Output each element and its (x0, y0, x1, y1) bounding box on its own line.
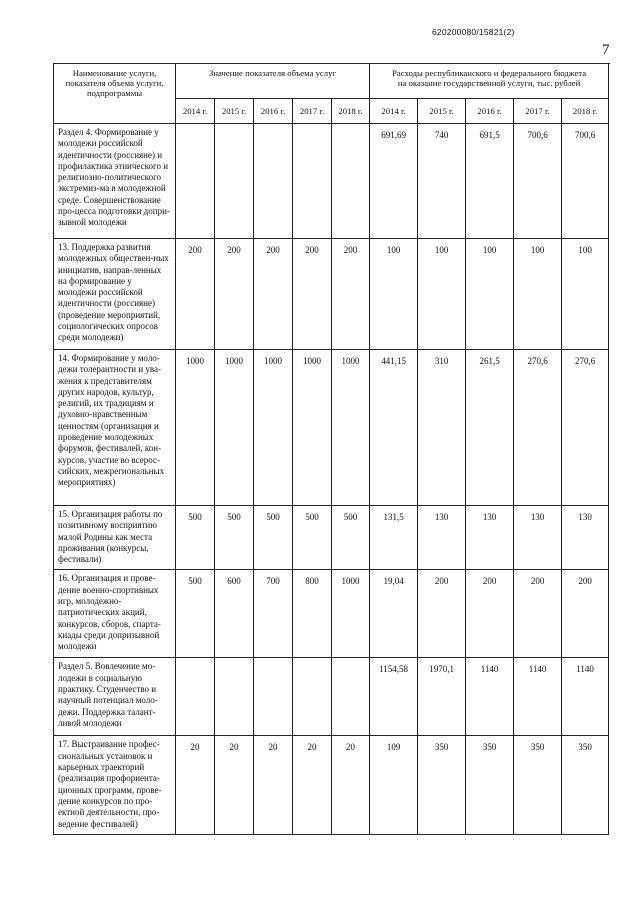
volume-year-header: 2017 г. (293, 99, 332, 124)
volume-value-cell: 800 (293, 570, 332, 658)
expense-value-cell: 1970,1 (418, 658, 466, 736)
volume-value-cell (332, 658, 370, 736)
volume-value-cell (293, 124, 332, 239)
expense-value-cell: 100 (466, 239, 514, 350)
volume-value-cell: 1000 (254, 350, 293, 506)
expense-value-cell: 270,6 (514, 350, 562, 506)
volume-year-header: 2018 г. (332, 99, 370, 124)
table-row (54, 506, 609, 570)
expense-value-cell: 270,6 (562, 350, 609, 506)
expense-value-cell: 200 (562, 570, 609, 658)
expense-value-cell: 100 (370, 239, 418, 350)
service-name-cell: 16. Организация и прове-дение военно-спортивных игр, молодежно-патриотических акций, конкурсов, сборов, спарта-киады среди допризывной молодежи (54, 570, 176, 658)
expense-value-cell: 100 (418, 239, 466, 350)
table-row (54, 239, 609, 350)
table-row (54, 124, 609, 239)
volume-value-cell: 500 (293, 506, 332, 570)
volume-value-cell: 1000 (293, 350, 332, 506)
expenses-year-header: 2017 г. (514, 99, 562, 124)
volume-value-cell: 500 (176, 506, 215, 570)
volume-value-cell (254, 658, 293, 736)
volume-value-cell: 500 (215, 506, 254, 570)
expense-value-cell: 200 (466, 570, 514, 658)
expense-value-cell: 100 (562, 239, 609, 350)
volume-value-cell (215, 658, 254, 736)
volume-value-cell: 20 (215, 736, 254, 834)
expense-value-cell: 19,04 (370, 570, 418, 658)
volume-value-cell: 20 (254, 736, 293, 834)
expense-value-cell: 130 (514, 506, 562, 570)
table-row (54, 658, 609, 736)
expense-value-cell: 100 (514, 239, 562, 350)
header-expenses: Расходы республиканского и федерального бюджета на оказание государственной услуги, тыс. рублей (370, 64, 609, 99)
volume-value-cell: 200 (215, 239, 254, 350)
volume-value-cell (176, 124, 215, 239)
expense-value-cell: 109 (370, 736, 418, 834)
expense-value-cell: 691,69 (370, 124, 418, 239)
table-row (54, 570, 609, 658)
volume-value-cell: 200 (176, 239, 215, 350)
document-id: 620200080/15821(2) (432, 27, 515, 37)
service-name-cell: 17. Выстраивание профес-сиональных установок и карьерных траекторий (реализация профориента-ционных программ, прове-дение конкурсов по про-ектной деятельности, про-ведение фестивалей) (54, 736, 176, 834)
expenses-year-header: 2016 г. (466, 99, 514, 124)
expenses-year-header: 2018 г. (562, 99, 609, 124)
volume-value-cell: 500 (176, 570, 215, 658)
expense-value-cell: 700,6 (514, 124, 562, 239)
expenses-year-header: 2014 г. (370, 99, 418, 124)
volume-year-header: 2015 г. (215, 99, 254, 124)
volume-value-cell: 1000 (215, 350, 254, 506)
service-name-cell: Раздел 4. Формирование у молодежи российской идентичности (россияне) и профилактика этнического и религиозно-политического экстремиз-ма в молодежной среде. Совершенствование про-цесса подготовки допри-зывной молодежи (54, 124, 176, 239)
volume-value-cell (293, 658, 332, 736)
expense-value-cell: 261,5 (466, 350, 514, 506)
volume-value-cell: 1000 (332, 570, 370, 658)
expense-value-cell: 1140 (466, 658, 514, 736)
expense-value-cell: 740 (418, 124, 466, 239)
table-row (54, 736, 609, 834)
volume-value-cell: 20 (332, 736, 370, 834)
volume-value-cell: 20 (176, 736, 215, 834)
volume-value-cell (332, 124, 370, 239)
expense-value-cell: 350 (466, 736, 514, 834)
expense-value-cell: 130 (418, 506, 466, 570)
volume-value-cell (215, 124, 254, 239)
volume-value-cell (176, 658, 215, 736)
volume-value-cell: 1000 (176, 350, 215, 506)
service-name-cell: Раздел 5. Вовлечение мо-лодежи в социальную практику. Студенчество и научный потенциал моло-дежи. Поддержка талант-ливой молодежи (54, 658, 176, 736)
expense-value-cell: 441,15 (370, 350, 418, 506)
volume-value-cell: 200 (332, 239, 370, 350)
page-number: 7 (602, 42, 610, 58)
expense-value-cell: 691,5 (466, 124, 514, 239)
volume-year-header: 2014 г. (176, 99, 215, 124)
volume-year-header: 2016 г. (254, 99, 293, 124)
expense-value-cell: 131,5 (370, 506, 418, 570)
expense-value-cell: 200 (418, 570, 466, 658)
expense-value-cell: 700,6 (562, 124, 609, 239)
volume-value-cell: 600 (215, 570, 254, 658)
header-volume: Значение показателя объема услуг (176, 64, 370, 99)
volume-value-cell (254, 124, 293, 239)
expense-value-cell: 310 (418, 350, 466, 506)
volume-value-cell: 1000 (332, 350, 370, 506)
volume-value-cell: 20 (293, 736, 332, 834)
expense-value-cell: 1140 (562, 658, 609, 736)
service-name-cell: 15. Организация работы по позитивному восприятию малой Родины как места проживания (конкурсы, фестивали) (54, 506, 176, 570)
expense-value-cell: 130 (466, 506, 514, 570)
expense-value-cell: 350 (514, 736, 562, 834)
expense-value-cell: 1140 (514, 658, 562, 736)
expense-value-cell: 350 (562, 736, 609, 834)
services-table (53, 63, 609, 835)
volume-value-cell: 500 (332, 506, 370, 570)
expenses-year-header: 2015 г. (418, 99, 466, 124)
expense-value-cell: 1154,58 (370, 658, 418, 736)
volume-value-cell: 200 (254, 239, 293, 350)
header-service-name: Наименование услуги, показателя объема услуги, подпрограммы (54, 64, 176, 124)
expense-value-cell: 350 (418, 736, 466, 834)
volume-value-cell: 200 (293, 239, 332, 350)
volume-value-cell: 700 (254, 570, 293, 658)
table-row (54, 350, 609, 506)
expense-value-cell: 130 (562, 506, 609, 570)
service-name-cell: 13. Поддержка развития молодежных обществен-ных инициатив, направ-ленных на формирование у молодежи российской идентичности (россияне) (проведение мероприятий, социологических опросов среди молодежи) (54, 239, 176, 350)
expense-value-cell: 200 (514, 570, 562, 658)
volume-value-cell: 500 (254, 506, 293, 570)
service-name-cell: 14. Формирование у моло-дежи толерантности и ува-жения к представителям других народов, культур, религий, их традициям и духовно-нравственным ценностям (организация и проведение молодежных форумов, фестивалей, кон-курсов, участие во всерос-сийских, межрегиональных мероприятиях) (54, 350, 176, 506)
